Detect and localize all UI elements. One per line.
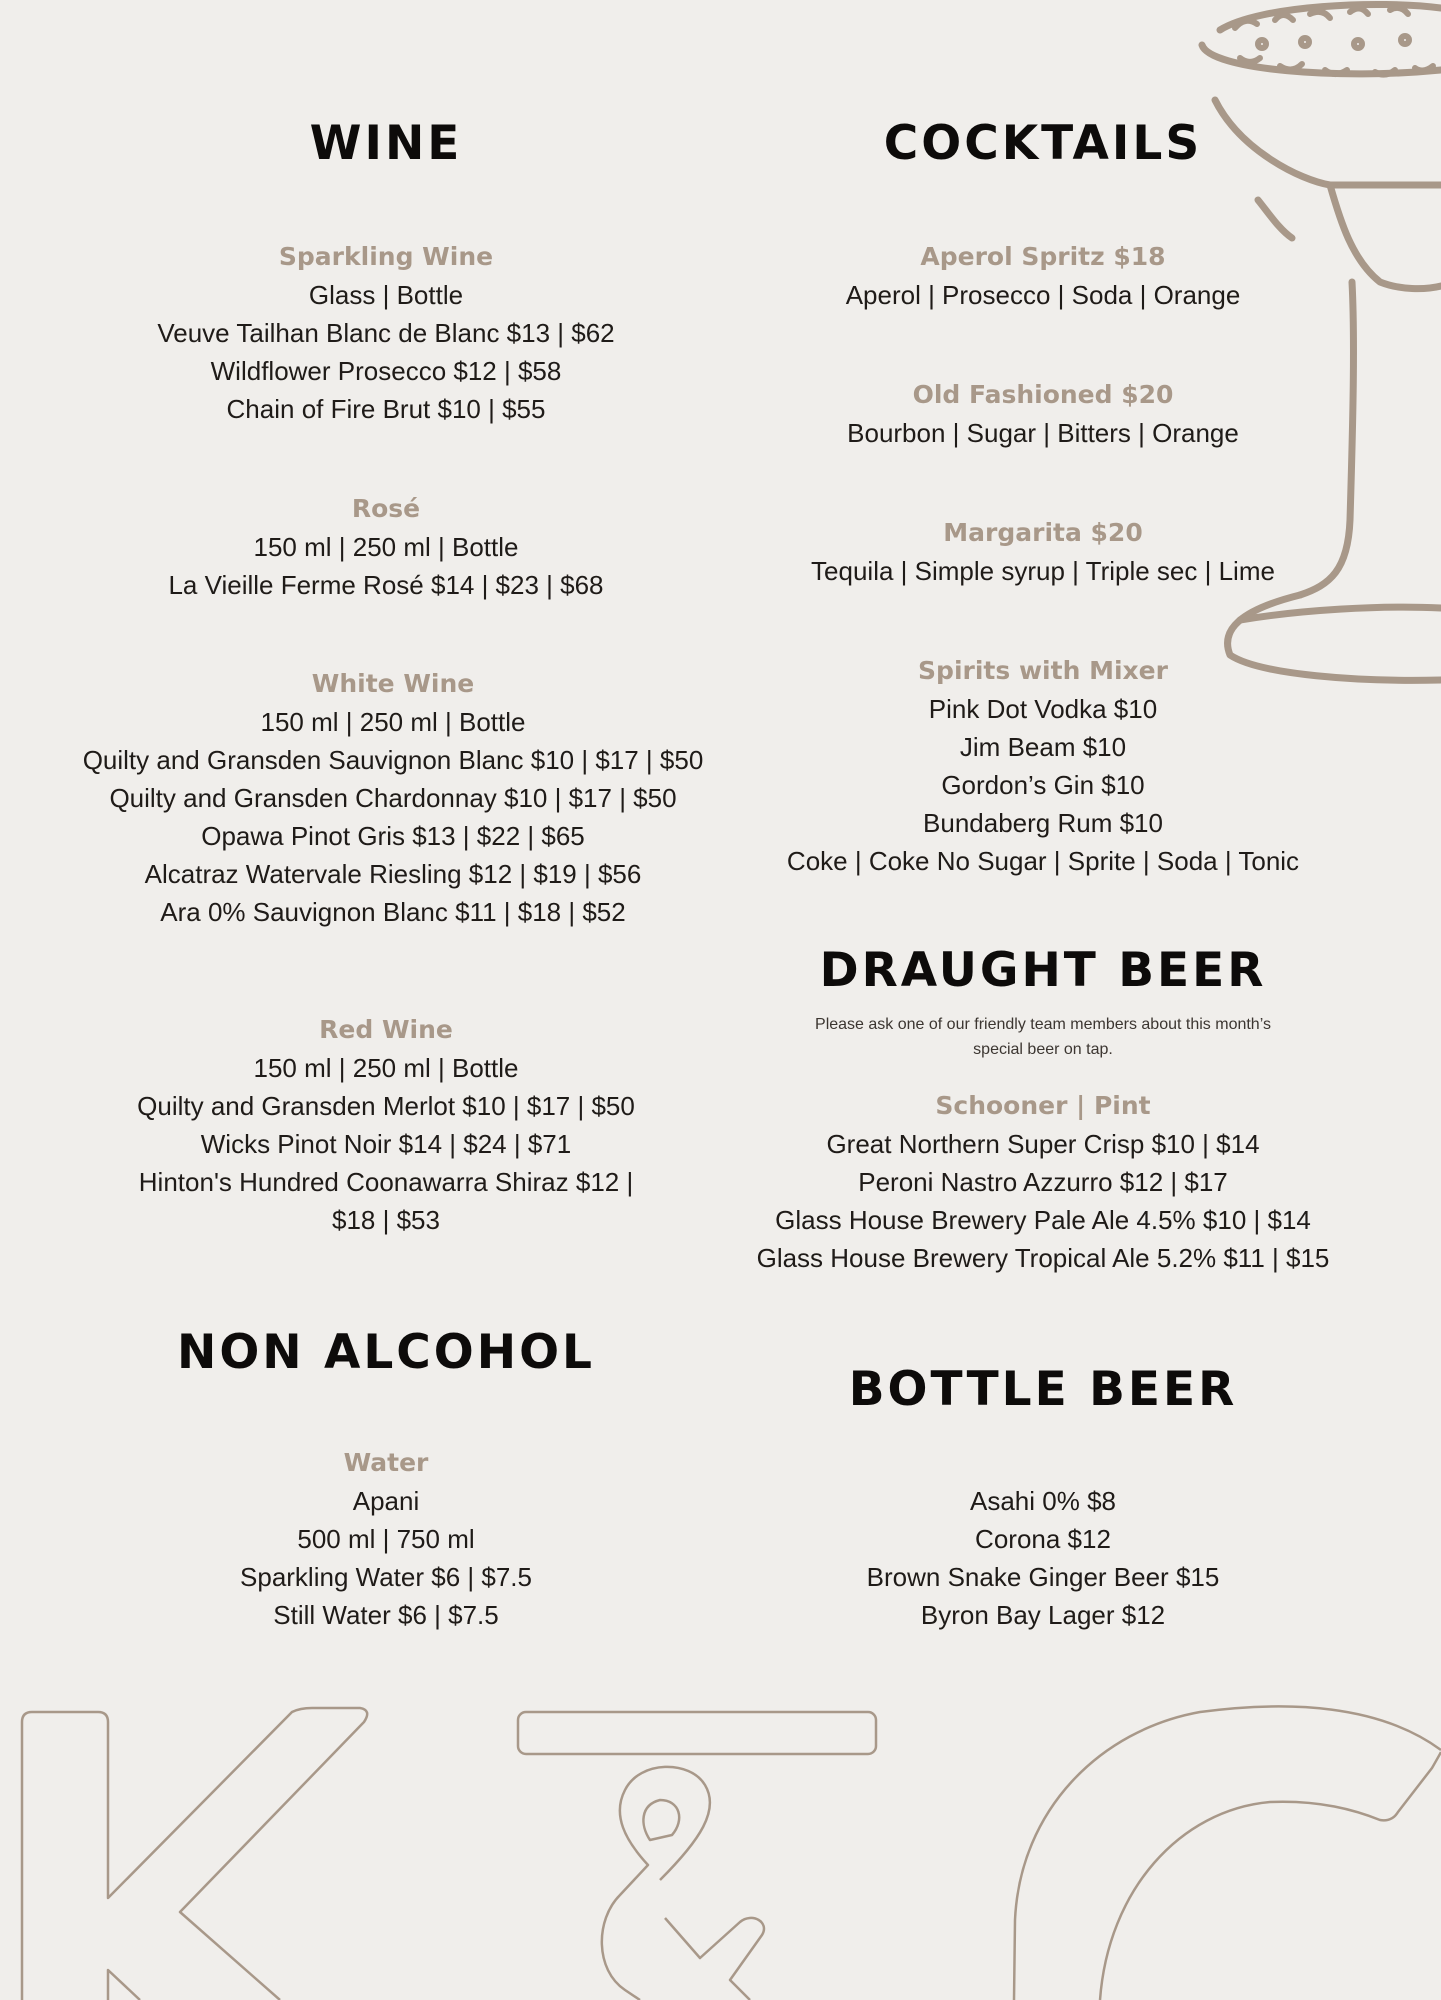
menu-line: La Vieille Ferme Rosé $14 | $23 | $68 bbox=[168, 570, 604, 600]
spirits-label: Spirits with Mixer bbox=[918, 656, 1168, 685]
rose-section bbox=[0, 490, 772, 604]
cocktails-heading: COCKTAILS bbox=[883, 116, 1203, 171]
sparkling-wine-label: Sparkling Wine bbox=[278, 242, 494, 271]
sparkling-wine-section bbox=[0, 238, 772, 428]
non-alcohol-heading: NON ALCOHOL bbox=[177, 1325, 595, 1380]
water-section bbox=[0, 1444, 772, 1634]
white-wine-section bbox=[0, 665, 786, 931]
aperol-label: Aperol Spritz $18 bbox=[920, 242, 1166, 271]
menu-line: Still Water $6 | $7.5 bbox=[273, 1600, 499, 1630]
menu-line: Wildflower Prosecco $12 | $58 bbox=[210, 356, 562, 386]
menu-line: Veuve Tailhan Blanc de Blanc $13 | $62 bbox=[157, 318, 615, 348]
menu-line: Chain of Fire Brut $10 | $55 bbox=[226, 394, 546, 424]
aperol-section bbox=[752, 238, 1334, 314]
red-wine-section bbox=[0, 1011, 772, 1239]
old-fashioned-label: Old Fashioned $20 bbox=[912, 380, 1174, 409]
menu-line: Quilty and Gransden Merlot $10 | $17 | $50 bbox=[137, 1091, 635, 1121]
white-wine-label: White Wine bbox=[311, 669, 475, 698]
menu-line: Great Northern Super Crisp $10 | $14 bbox=[826, 1129, 1260, 1159]
menu-line: Glass | Bottle bbox=[308, 280, 464, 310]
menu-line: Byron Bay Lager $12 bbox=[920, 1600, 1166, 1630]
menu-line: 150 ml | 250 ml | Bottle bbox=[260, 707, 526, 737]
menu-line: 500 ml | 750 ml bbox=[297, 1524, 475, 1554]
spirits-section bbox=[752, 652, 1334, 880]
margarita-section bbox=[752, 514, 1334, 590]
red-wine-label: Red Wine bbox=[319, 1015, 453, 1044]
menu-line: Ara 0% Sauvignon Blanc $11 | $18 | $52 bbox=[160, 897, 626, 927]
menu-line: Coke | Coke No Sugar | Sprite | Soda | Tonic bbox=[786, 846, 1300, 876]
old-fashioned-section bbox=[752, 376, 1334, 452]
menu-line: Peroni Nastro Azzurro $12 | $17 bbox=[858, 1167, 1228, 1197]
menu-line: Glass House Brewery Tropical Ale 5.2% $11 | $15 bbox=[756, 1243, 1330, 1273]
menu-line: Bourbon | Sugar | Bitters | Orange bbox=[847, 418, 1239, 448]
draught-beer-heading: DRAUGHT BEER bbox=[819, 943, 1267, 998]
wine-heading: WINE bbox=[309, 116, 463, 171]
menu-line: 150 ml | 250 ml | Bottle bbox=[253, 1053, 519, 1083]
draught-note bbox=[752, 1012, 1334, 1062]
draught-note-line: special beer on tap. bbox=[973, 1041, 1113, 1058]
menu-line: Apani bbox=[352, 1486, 420, 1516]
menu-line: Opawa Pinot Gris $13 | $22 | $65 bbox=[201, 821, 585, 851]
menu-line: Glass House Brewery Pale Ale 4.5% $10 | $14 bbox=[775, 1205, 1311, 1235]
menu-line: Gordon’s Gin $10 bbox=[941, 770, 1145, 800]
bottle-beer-heading: BOTTLE BEER bbox=[848, 1362, 1238, 1417]
menu-line: Bundaberg Rum $10 bbox=[923, 808, 1163, 838]
menu-line: Aperol | Prosecco | Soda | Orange bbox=[845, 280, 1241, 310]
menu-line: Hinton's Hundred Coonawarra Shiraz $12 | bbox=[138, 1167, 634, 1197]
menu-line: Quilty and Gransden Sauvignon Blanc $10 | $17 | $50 bbox=[82, 745, 704, 775]
schooner-pint-label: Schooner | Pint bbox=[935, 1091, 1151, 1120]
menu-line: 150 ml | 250 ml | Bottle bbox=[253, 532, 519, 562]
draught-note-line: Please ask one of our friendly team members about this month’s bbox=[815, 1016, 1271, 1033]
k-and-c-monogram bbox=[0, 1690, 1441, 2000]
menu-line: Quilty and Gransden Chardonnay $10 | $17 | $50 bbox=[109, 783, 677, 813]
menu-line: Corona $12 bbox=[975, 1524, 1111, 1554]
menu-line: Tequila | Simple syrup | Triple sec | Lime bbox=[811, 556, 1275, 586]
menu-line: $18 | $53 bbox=[332, 1205, 440, 1235]
bottle-beer-section bbox=[752, 1482, 1334, 1634]
menu-line: Brown Snake Ginger Beer $15 bbox=[866, 1562, 1220, 1592]
menu-line: Wicks Pinot Noir $14 | $24 | $71 bbox=[200, 1129, 572, 1159]
water-label: Water bbox=[343, 1448, 429, 1477]
menu-line: Sparkling Water $6 | $7.5 bbox=[240, 1562, 532, 1592]
menu-line: Pink Dot Vodka $10 bbox=[928, 694, 1158, 724]
rose-label: Rosé bbox=[351, 494, 421, 523]
draught-beer-section bbox=[752, 1087, 1334, 1277]
menu-line: Alcatraz Watervale Riesling $12 | $19 | $56 bbox=[144, 859, 642, 889]
margarita-label: Margarita $20 bbox=[943, 518, 1143, 547]
menu-line: Jim Beam $10 bbox=[959, 732, 1127, 762]
menu-line: Asahi 0% $8 bbox=[970, 1486, 1116, 1516]
